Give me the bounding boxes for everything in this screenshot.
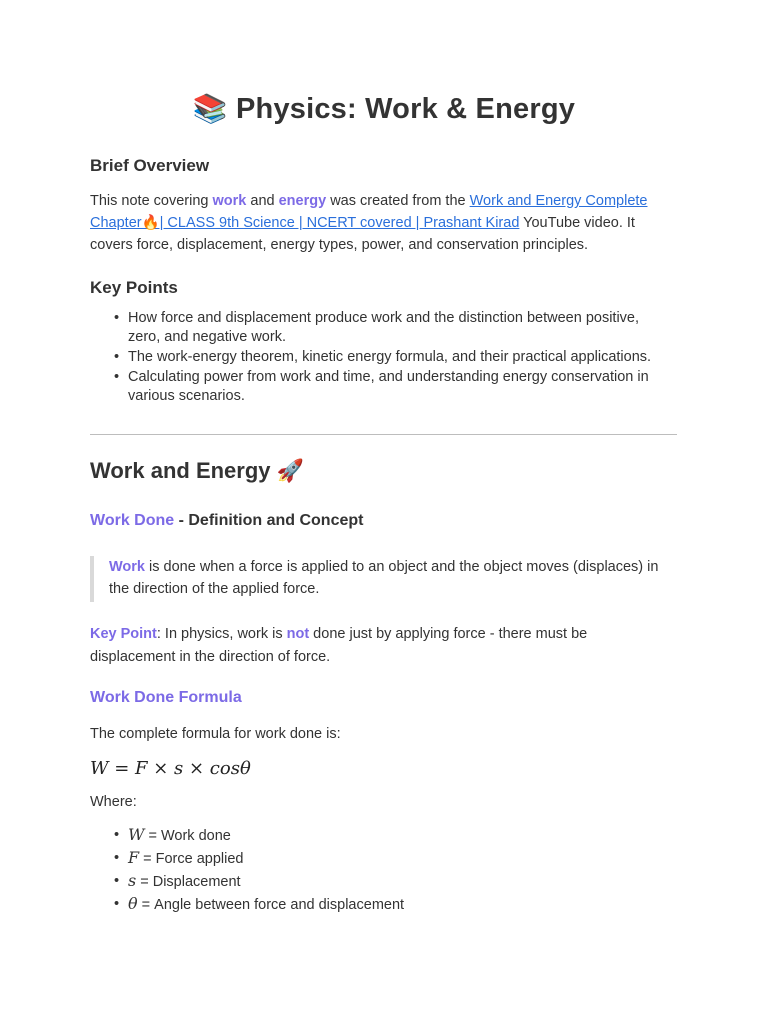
quote-rest: is done when a force is applied to an object and the object moves (displaces) in the direction of the applied force. — [109, 559, 659, 597]
list-item: • Calculating power from work and time, and understanding energy conservation in various scenarios. — [128, 368, 658, 406]
page-title — [0, 92, 768, 126]
list-item — [128, 824, 668, 847]
list-item — [128, 870, 668, 893]
variables-list — [128, 824, 668, 916]
list-item — [128, 847, 668, 870]
key-point-text-2: done just by applying force - there must be displacement in the direction of force. — [90, 626, 588, 665]
divider — [90, 434, 677, 435]
list-item — [128, 893, 668, 916]
formula-text: W = F × s × cosθ — [90, 758, 251, 779]
list-item: • How force and displacement produce work and the distinction between positive, zero, and negative work. — [128, 309, 658, 347]
key-points-list — [128, 309, 658, 406]
overview-text-and: and — [246, 193, 279, 209]
section-heading-text: Work and Energy — [90, 458, 271, 483]
work-formula — [90, 758, 251, 779]
list-item: • The work-energy theorem, kinetic energy formula, and their practical applications. — [128, 348, 658, 367]
where-label: Where: — [90, 794, 137, 810]
subheading-rest: - Definition and Concept — [174, 512, 364, 529]
formula-intro: The complete formula for work done is: — [90, 726, 341, 742]
formula-heading: Work Done Formula — [90, 689, 242, 706]
youtube-video-link[interactable]: Work and Energy Complete Chapter🔥| CLASS 9th Science | NCERT covered | Prashant Kirad — [90, 193, 648, 231]
keyword-energy: energy — [278, 193, 327, 209]
books-icon: 📚 — [192, 92, 228, 125]
overview-heading: Brief Overview — [90, 156, 210, 175]
variable-desc: = Force applied — [139, 851, 244, 867]
variable-desc: = Displacement — [136, 874, 241, 890]
keyword-work: work — [212, 193, 247, 209]
math-symbol: W — [128, 825, 145, 844]
key-points-heading: Key Points — [90, 278, 178, 297]
key-point-label: Key Point — [90, 626, 157, 642]
math-symbol: F — [128, 848, 140, 867]
math-symbol: θ — [128, 894, 138, 913]
variable-desc: = Work done — [144, 828, 231, 844]
quote-text — [109, 556, 679, 600]
section-heading — [90, 458, 304, 484]
overview-text-1: This note covering — [90, 193, 213, 209]
keyword-not: not — [286, 626, 310, 642]
definition-blockquote — [90, 556, 680, 602]
quote-bar — [90, 556, 94, 602]
page-title-text: Physics: Work & Energy — [235, 93, 576, 125]
key-point-paragraph — [90, 623, 670, 669]
overview-text-2: was created from the — [326, 193, 470, 209]
overview-text-3: YouTube video. It covers force, displacement, energy types, power, and conservation principles. — [90, 215, 635, 253]
key-point-text-1: : In physics, work is — [156, 626, 287, 642]
math-symbol: s — [128, 871, 137, 890]
rocket-icon: 🚀 — [276, 459, 305, 484]
overview-paragraph — [90, 190, 665, 256]
variable-desc: = Angle between force and displacement — [137, 897, 405, 913]
keyword-work: Work — [109, 559, 145, 575]
work-done-subheading — [90, 512, 363, 530]
work-done-label: Work Done — [90, 512, 175, 529]
